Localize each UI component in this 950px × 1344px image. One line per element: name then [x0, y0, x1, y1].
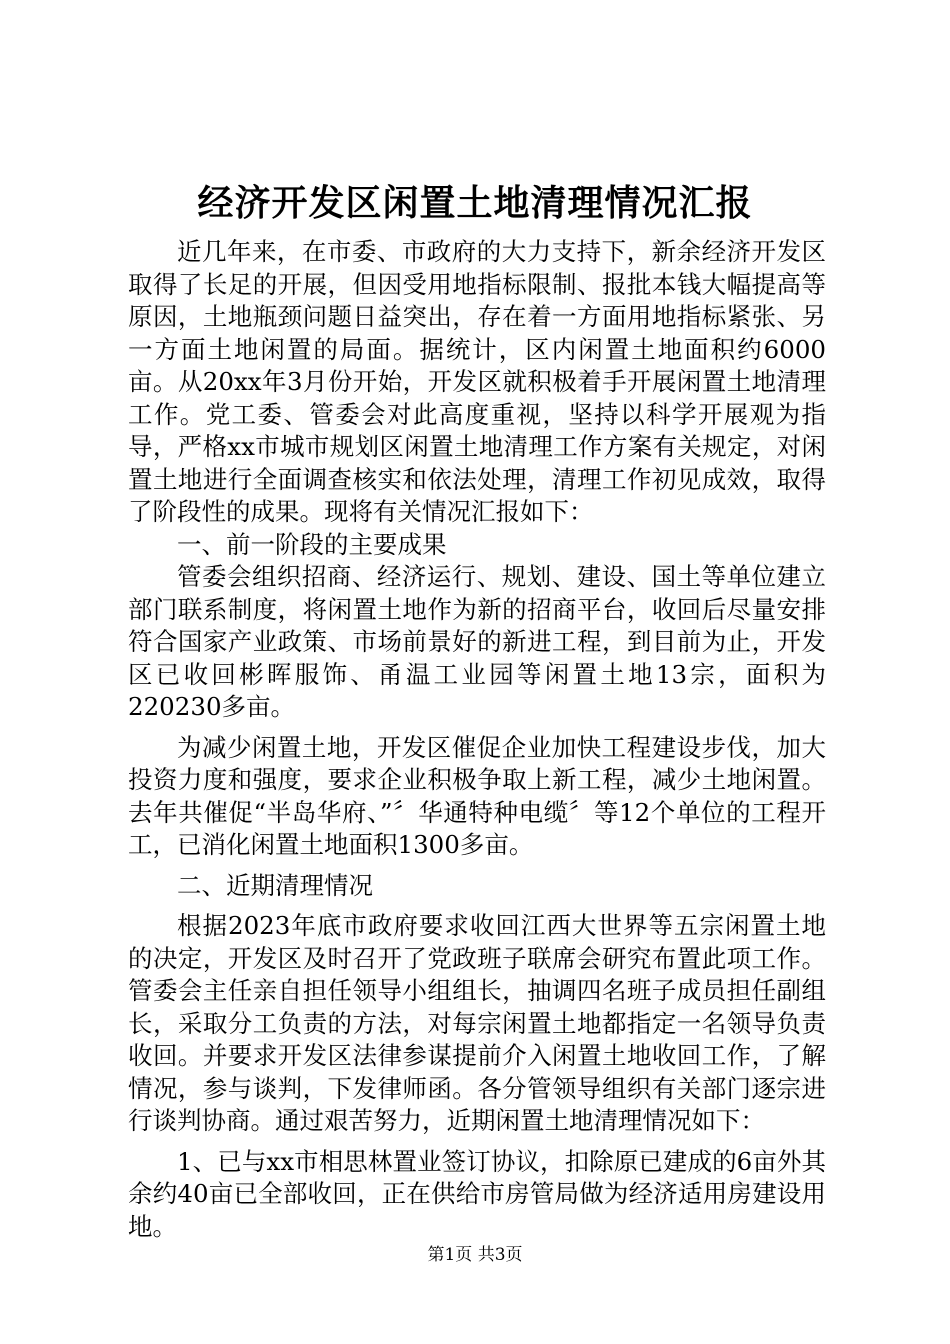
section1-heading: 一、前一阶段的主要成果	[177, 529, 447, 559]
section2-paragraph-1: 根据2023年底市政府要求收回江西大世界等五宗闲置土地的决定，开发区及时召开了党政班子联席会研究布置此项工作。管委会主任亲自担任领导小组组长，抽调四名班子成员担任副组长，采取分工负责的方法，对每宗闲置土地都指定一名领导负责收回。并要求开发区法律参谋提前介入闲置土地收回工作，了解情况，参与谈判，下发律师函。各分管领导组织有关部门逐宗进行谈判协商。通过艰苦努力，近期闲置土地清理情况如下：	[128, 911, 826, 1135]
document-title: 经济开发区闲置土地清理情况汇报	[197, 182, 753, 224]
list-item-1: 1、已与xx市相思林置业签订协议，扣除原已建成的6亩外其余约40亩已全部收回，正在供给市房管局做为经济适用房建设用地。	[128, 1146, 826, 1241]
page-footer: 第1页 共3页	[427, 1245, 523, 1265]
section1-paragraph-1: 管委会组织招商、经济运行、规划、建设、国土等单位建立部门联系制度，将闲置土地作为新的招商平台，收回后尽量安排符合国家产业政策、市场前景好的新进工程，到目前为止，开发区已收回彬晖服饰、甬温工业园等闲置土地13宗，面积为220230多亩。	[128, 562, 826, 721]
document-body	[128, 236, 826, 1243]
intro-paragraph: 近几年来，在市委、市政府的大力支持下，新余经济开发区取得了长足的开展，但因受用地指标限制、报批本钱大幅提高等原因，土地瓶颈问题日益突出，存在着一方面用地指标紧张、另一方面土地闲置的局面。据统计，区内闲置土地面积约6000亩。从20xx年3月份开始，开发区就积极着手开展闲置土地清理工作。党工委、管委会对此高度重视，坚持以科学开展观为指导，严格xx市城市规划区闲置土地清理工作方案有关规定，对闲置土地进行全面调查核实和依法处理，清理工作初见成效，取得了阶段性的成果。现将有关情况汇报如下：	[128, 237, 826, 526]
section1-paragraph-2: 为减少闲置土地，开发区催促企业加快工程建设步伐，加大投资力度和强度，要求企业积极争取上新工程，减少土地闲置。去年共催促“半岛华府、”〞华通特种电缆〞等12个单位的工程开工，已消化闲置土地面积1300多亩。	[128, 732, 826, 859]
section2-heading: 二、近期清理情况	[177, 870, 373, 900]
